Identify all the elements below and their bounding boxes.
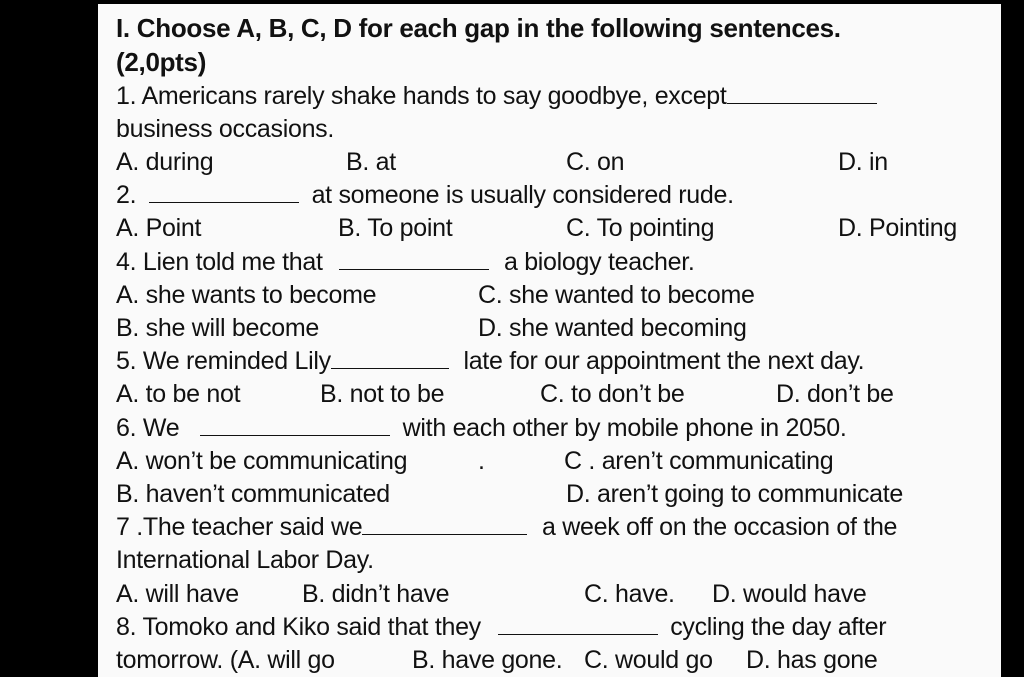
question-8-stem-end: tomorrow. (A. will go [116, 646, 335, 674]
option-d: D. has gone [746, 646, 878, 674]
option-d: D. aren’t going to communicate [566, 480, 904, 508]
question-6-stem [116, 412, 991, 445]
option-a: A. Point [116, 214, 202, 242]
question-2-number: 2. [116, 181, 137, 209]
option-d: D. she wanted becoming [478, 314, 747, 342]
question-5-stem [116, 345, 991, 378]
option-a: A. she wants to become [116, 281, 377, 309]
option-c: C. have. [584, 580, 675, 608]
answer-gap [200, 413, 390, 436]
answer-gap [498, 612, 658, 635]
option-c: C. would go [584, 646, 713, 674]
answer-gap [339, 247, 489, 270]
question-8-text-cont: cycling the day after [670, 613, 887, 641]
section-points: (2,0pts) [116, 47, 207, 77]
question-4-text: 4. Lien told me that [116, 248, 323, 276]
option-d: D. Pointing [838, 214, 957, 242]
question-8-text: 8. Tomoko and Kiko said that they [116, 613, 481, 641]
option-d: D. would have [712, 580, 867, 608]
option-d: D. don’t be [776, 380, 894, 408]
option-c: C . aren’t communicating [564, 447, 834, 475]
option-b: B. she will become [116, 314, 320, 342]
option-d: D. in [838, 148, 888, 176]
option-b: B. have gone. [412, 646, 563, 674]
question-4-stem [116, 246, 991, 279]
answer-gap [727, 81, 877, 104]
option-a: A. during [116, 148, 214, 176]
answer-gap [331, 346, 449, 369]
question-2-text: at someone is usually considered rude. [311, 181, 734, 209]
section-heading: I. Choose A, B, C, D for each gap in the following sentences. [116, 13, 841, 43]
option-b: B. at [346, 148, 396, 176]
option-a: A. to be not [116, 380, 241, 408]
option-c: C. on [566, 148, 625, 176]
question-7-text: 7 .The teacher said we [116, 513, 363, 541]
question-5-text: 5. We reminded Lily [116, 347, 331, 375]
option-b: B. haven’t communicated [116, 480, 390, 508]
question-6-text-cont: with each other by mobile phone in 2050. [402, 414, 847, 442]
question-7-stem-cont: International Labor Day. [116, 546, 374, 574]
question-4-text-cont: a biology teacher. [503, 248, 695, 276]
option-b: B. not to be [320, 380, 445, 408]
question-1-text: 1. Americans rarely shake hands to say goodbye, except [116, 82, 727, 110]
option-b: B. To point [338, 214, 453, 242]
option-c: C. To pointing [566, 214, 715, 242]
question-1-stem-cont: business occasions. [116, 115, 335, 143]
worksheet [98, 4, 1001, 677]
stray-dot: . [478, 447, 485, 475]
question-7-text-cont: a week off on the occasion of the [541, 513, 898, 541]
question-1-stem [116, 80, 991, 113]
question-6-text: 6. We [116, 414, 180, 442]
option-a: A. will have [116, 580, 239, 608]
answer-gap [362, 512, 527, 535]
option-b: B. didn’t have [302, 580, 450, 608]
question-2-stem [116, 179, 991, 212]
question-5-text-cont: late for our appointment the next day. [463, 347, 865, 375]
question-7-stem [116, 511, 991, 544]
option-c: C. to don’t be [540, 380, 685, 408]
question-8-stem [116, 611, 991, 644]
answer-gap [149, 180, 299, 203]
option-a: A. won’t be communicating [116, 447, 408, 475]
option-c: C. she wanted to become [478, 281, 755, 309]
